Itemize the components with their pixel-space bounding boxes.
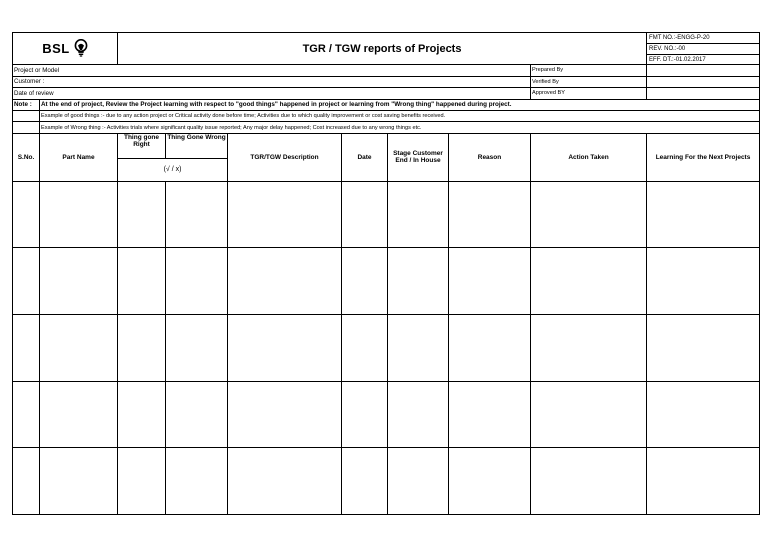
cell-thing-gone-wrong[interactable] bbox=[166, 381, 228, 448]
cell-description[interactable] bbox=[228, 381, 342, 448]
cell-thing-gone-right[interactable] bbox=[118, 315, 166, 382]
cell-thing-gone-right[interactable] bbox=[118, 381, 166, 448]
note-label: Note : bbox=[13, 99, 40, 110]
effective-date: EFF. DT.:-01.02.2017 bbox=[647, 54, 760, 64]
cell-part-name[interactable] bbox=[40, 315, 118, 382]
customer-label: Customer : bbox=[13, 76, 531, 87]
report-table bbox=[12, 32, 760, 515]
report-sheet bbox=[12, 32, 759, 515]
cell-description[interactable] bbox=[228, 248, 342, 315]
wrong-things-example: Example of Wrong thing :- Activities trials where significant quality issue reported; Any major delay happened; Cost increased due to any wrong things etc. bbox=[40, 122, 760, 133]
cell-date[interactable] bbox=[342, 181, 388, 248]
col-header-sno: S.No. bbox=[13, 133, 40, 181]
verified-by-value[interactable] bbox=[647, 76, 760, 87]
cell-reason[interactable] bbox=[449, 181, 531, 248]
logo-cell bbox=[13, 33, 118, 65]
page-title: TGR / TGW reports of Projects bbox=[118, 33, 647, 65]
logo-text: BSL bbox=[42, 40, 70, 56]
cell-description[interactable] bbox=[228, 448, 342, 515]
cell-sno[interactable] bbox=[13, 248, 40, 315]
good-things-example: Example of good things :- due to any action project or Critical activity done before time; Activities due to which quality improvement or cost saving benefits received. bbox=[40, 111, 760, 122]
cell-action-taken[interactable] bbox=[531, 381, 647, 448]
cell-learning[interactable] bbox=[647, 181, 760, 248]
date-of-review-label: Date of review bbox=[13, 88, 531, 99]
note-spacer-cell bbox=[13, 111, 40, 122]
cell-reason[interactable] bbox=[449, 381, 531, 448]
cell-sno[interactable] bbox=[13, 448, 40, 515]
cell-sno[interactable] bbox=[13, 181, 40, 248]
bulb-logo-icon bbox=[74, 39, 88, 57]
cell-date[interactable] bbox=[342, 381, 388, 448]
revision-number: REV. NO.:-00 bbox=[647, 44, 760, 54]
cell-part-name[interactable] bbox=[40, 448, 118, 515]
approved-by-value[interactable] bbox=[647, 88, 760, 99]
cell-thing-gone-wrong[interactable] bbox=[166, 315, 228, 382]
cell-learning[interactable] bbox=[647, 448, 760, 515]
approved-by-label: Approved BY bbox=[531, 88, 647, 99]
cell-stage[interactable] bbox=[388, 248, 449, 315]
col-header-reason: Reason bbox=[449, 133, 531, 181]
cell-reason[interactable] bbox=[449, 315, 531, 382]
table-row bbox=[13, 381, 760, 448]
cell-sno[interactable] bbox=[13, 381, 40, 448]
cell-action-taken[interactable] bbox=[531, 181, 647, 248]
cell-thing-gone-right[interactable] bbox=[118, 181, 166, 248]
cell-stage[interactable] bbox=[388, 315, 449, 382]
cell-date[interactable] bbox=[342, 248, 388, 315]
format-number: FMT NO.:-ENGG-P-20 bbox=[647, 33, 760, 44]
col-header-date: Date bbox=[342, 133, 388, 181]
cell-stage[interactable] bbox=[388, 181, 449, 248]
col-header-learning: Learning For the Next Projects bbox=[647, 133, 760, 181]
cell-description[interactable] bbox=[228, 181, 342, 248]
col-header-thing-gone-wrong: Thing Gone Wrong bbox=[166, 133, 228, 158]
cell-learning[interactable] bbox=[647, 381, 760, 448]
table-row bbox=[13, 315, 760, 382]
cell-thing-gone-wrong[interactable] bbox=[166, 248, 228, 315]
cell-learning[interactable] bbox=[647, 315, 760, 382]
verified-by-label: Verified By bbox=[531, 76, 647, 87]
prepared-by-value[interactable] bbox=[647, 65, 760, 76]
cell-thing-gone-wrong[interactable] bbox=[166, 181, 228, 248]
cell-sno[interactable] bbox=[13, 315, 40, 382]
cell-reason[interactable] bbox=[449, 248, 531, 315]
col-header-stage: Stage Customer End / In House bbox=[388, 133, 449, 181]
table-row bbox=[13, 448, 760, 515]
cell-thing-gone-wrong[interactable] bbox=[166, 448, 228, 515]
cell-action-taken[interactable] bbox=[531, 248, 647, 315]
cell-thing-gone-right[interactable] bbox=[118, 448, 166, 515]
cell-action-taken[interactable] bbox=[531, 448, 647, 515]
cell-action-taken[interactable] bbox=[531, 315, 647, 382]
col-header-description: TGR/TGW Description bbox=[228, 133, 342, 181]
cell-stage[interactable] bbox=[388, 381, 449, 448]
project-model-label: Project or Model bbox=[13, 65, 531, 76]
tick-cross-symbol-label: (√ / x) bbox=[118, 158, 228, 181]
cell-description[interactable] bbox=[228, 315, 342, 382]
cell-part-name[interactable] bbox=[40, 181, 118, 248]
cell-stage[interactable] bbox=[388, 448, 449, 515]
cell-reason[interactable] bbox=[449, 448, 531, 515]
cell-thing-gone-right[interactable] bbox=[118, 248, 166, 315]
cell-part-name[interactable] bbox=[40, 248, 118, 315]
cell-part-name[interactable] bbox=[40, 381, 118, 448]
table-row bbox=[13, 248, 760, 315]
prepared-by-label: Prepared By bbox=[531, 65, 647, 76]
note-main-text: At the end of project, Review the Project learning with respect to "good things" happened in project or learning from "Wrong thing" happened during project. bbox=[40, 99, 760, 110]
cell-date[interactable] bbox=[342, 315, 388, 382]
cell-learning[interactable] bbox=[647, 248, 760, 315]
col-header-action-taken: Action Taken bbox=[531, 133, 647, 181]
note-spacer-cell bbox=[13, 122, 40, 133]
col-header-part-name: Part Name bbox=[40, 133, 118, 181]
table-row bbox=[13, 181, 760, 248]
cell-date[interactable] bbox=[342, 448, 388, 515]
company-logo bbox=[42, 39, 88, 57]
col-header-thing-gone-right: Thing gone Right bbox=[118, 133, 166, 158]
